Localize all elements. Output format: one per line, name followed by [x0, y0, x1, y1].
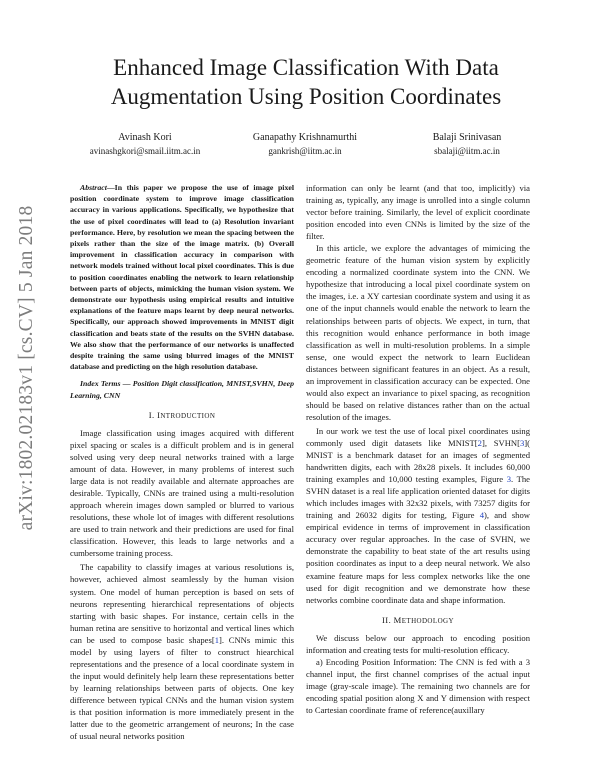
index-terms-lead: Index Terms — [80, 379, 121, 389]
index-terms-text: — Position Digit classification, MNIST,SVHN, Deep Learning, CNN — [70, 379, 294, 400]
intro-paragraph-3: information can only be learnt (and that too, implicitly) via training as, typically, any image is unrolled into a single column vector before training. Similarly, the level of explicit coordinate position encoded into even CNNs is limited by the size of the filter. — [306, 183, 530, 242]
abstract-lead: Abstract — [80, 183, 107, 192]
author-email: avinashgkori@smail.iitm.ac.in — [89, 146, 201, 156]
section-heading-methodology: II. METHODOLOGY — [382, 614, 454, 625]
arxiv-identifier — [12, 178, 42, 558]
method-paragraph-2: a) Encoding Position Information: The CNN is fed with a 3 channel input, the first channel comprises of the actual input image (gray-scale image). The remaining two channels are for encoding spatial position along X and Y dimension with respect to Cartesian coordinate frame of reference(auxillary — [306, 656, 530, 715]
figure-link[interactable]: 3 — [506, 474, 511, 485]
intro-paragraph-5: In our work we test the use of local pixel coordinates using commonly used digit datasets like MNIST[2], SVHN[3]( MNIST is a benchmark dataset for an images of segmented handwritten digits, each with 28x28 pixels. It includes 60,000 training examples and 10,000 testing examples, Figure 3. The SVHN dataset is a real life application oriented dataset for digits which includes images with 32x32 pixels, with 73257 digits for training and 26032 digits for testing, Figure 4), and show empirical evidence in terms of improvement in classification accuracy over regular approaches. In the case of SVHN, we demonstrate the capability to beat state of the art results using position coordinates as input to a deep neural network. We also examine feature maps for less complex networks like the one used for digit recognition and we demonstrate how these networks combine coordinate data and shape information. — [306, 425, 530, 605]
author-name: Balaji Srinivasan — [432, 132, 502, 143]
intro-paragraph-1: Image classification using images acquired with different pixel spacing or scales is a difficult problem and is in general solved using very deep neural networks trained with a large amount of data. However, in many problems of interest such large data is not readily available and alternate approaches are desirable. Typically, CNNs are trained using a multi-resolution approach wherein images down sampled or blurred to various resolutions, these whole lot of images with different resolutions are used to train network and their predictions are used for final classification. However, this leads to large networks and a cumbersome training process. — [70, 427, 294, 559]
citation-link[interactable]: 3 — [519, 437, 525, 448]
left-column — [70, 182, 294, 742]
section-heading-introduction: I. INTRODUCTION — [148, 409, 216, 420]
author-1 — [60, 131, 230, 157]
citation-link[interactable]: 1 — [214, 634, 219, 645]
author-2 — [220, 131, 390, 157]
author-name: Ganapathy Krishnamurthi — [252, 132, 358, 143]
author-3 — [382, 131, 552, 157]
abstract — [70, 182, 294, 372]
author-name: Avinash Kori — [118, 132, 172, 143]
figure-link[interactable]: 4 — [479, 510, 484, 521]
index-terms — [70, 378, 294, 400]
intro-paragraph-2: The capability to classify images at various resolutions is, however, achieved almost seamlessly by the human vision system. One model of human perception is based on sets of neurons representing hierarchical representations of objects starting with basic shapes. For instance, certain cells in the human retina are sensitive to horizontal and vertical lines which can be used to compose basic shapes[1]. CNNs mimic this model by using layers of filter to construct hiearchical representations and the presence of a local coordinate system in the input would definitely help learn these representations better by learning relationships between parts of objects. One key difference between typical CNNs and the human vision system is that position information is more immediately present in the latter due to the geometric arrangement of neurons; In the case of usual neural networks position — [70, 562, 294, 742]
right-column — [306, 182, 530, 716]
intro-paragraph-4: In this article, we explore the advantages of mimicing the geometric feature of the human vision system by explicitly encoding a normalized coordinate system into the CNN. We hypothesize that introducing a local pixel coordinate system on the images, i.e. a XY cartesian coordinate system and using it as one of the input channels would enable the network to learn the relationships between parts of objects. We expect, in turn, that this recognition would enhance performance in both image classification as well in multi-resolution problems. In a simple sense, one would expect the network to learn Euclidean distances between significant features in an object. As a result, an improvement in classification accuracy can be expected. One would also expect an invariance to pixel spacing, as recognition should be based on relative distances rather than on the actual resolution of the images. — [306, 243, 530, 422]
abstract-text: —In this paper we propose the use of image pixel position coordinate system to improve image classification accuracy in various applications. Specifically, we hypothesize that the use of pixel coordinates will lead to (a) Resolution invariant performance. Here, by resolution we mean the spacing between the pixels rather than the size of the image matrix. (b) Overall improvement in classification accuracy in comparison with network models trained without local pixel coordinates. This is due to position coordinates enabling the network to learn relationship between parts of objects, mimicking the human vision system. We demonstrate our hypothesis using empirical results and intuitive explanations of the feature maps learnt by deep neural networks. Specifically, our approach showed improvements in MNIST digit classification and beats state of the results on the SVHN database. We also show that the performance of our networks is unaffected despite training the same using blurred images of the MNIST database and predicting on the high resolution database. — [70, 183, 294, 372]
method-paragraph-1: We discuss below our approach to encoding position information and creating tests for multi-resolution efficacy. — [306, 632, 530, 655]
arxiv-id-text: arXiv:1802.02183v1 [cs.CV] 5 Jan 2018 — [16, 205, 37, 531]
author-email: gankrish@iitm.ac.in — [268, 146, 342, 156]
paper-title: Enhanced Image Classification With Data Augmentation Using Position Coordinates — [110, 55, 502, 109]
author-email: sbalaji@iitm.ac.in — [434, 146, 500, 156]
citation-link[interactable]: 2 — [477, 437, 482, 448]
